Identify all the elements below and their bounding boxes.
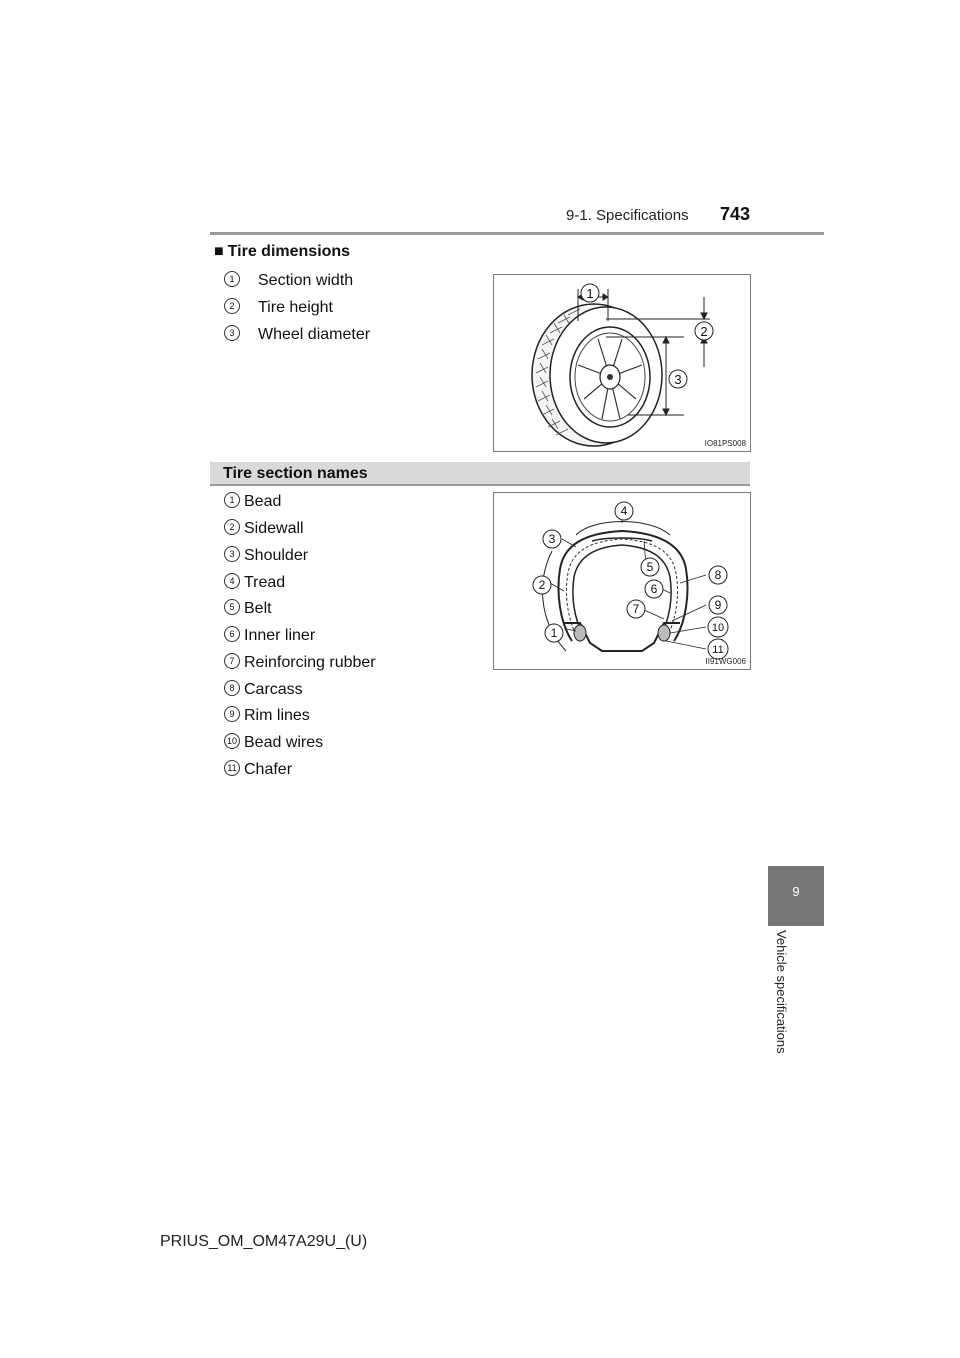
- list-item: [224, 733, 323, 753]
- list-item: [224, 760, 292, 780]
- number-circle-icon: 8: [224, 680, 240, 696]
- number-circle-icon: 10: [224, 733, 240, 749]
- list-item: [224, 325, 370, 345]
- tire-dimensions-title: Tire dimensions: [227, 243, 351, 260]
- tire-cross-section-illustration: [494, 493, 750, 669]
- tire-section-figure: [493, 492, 751, 670]
- number-circle-icon: 1: [224, 492, 240, 508]
- square-bullet-icon: ■: [214, 243, 224, 260]
- list-item: [224, 271, 353, 291]
- list-item: [224, 298, 333, 318]
- list-item-label: Shoulder: [244, 547, 309, 564]
- number-circle-icon: 1: [224, 271, 240, 287]
- list-item-label: Section width: [258, 272, 354, 289]
- list-item: [224, 573, 285, 593]
- callout-3: 3: [548, 532, 556, 546]
- callout-1: 1: [586, 286, 594, 301]
- callout-2: 2: [538, 578, 546, 592]
- callout-6: 6: [650, 582, 658, 596]
- callout-5: 5: [646, 560, 654, 574]
- list-item: [224, 492, 281, 512]
- number-circle-icon: 2: [224, 298, 240, 314]
- callout-2: 2: [700, 324, 708, 339]
- figure-code: IO81PS008: [704, 439, 746, 448]
- list-item: [224, 706, 310, 726]
- number-circle-icon: 5: [224, 599, 240, 615]
- list-item-label: Chafer: [244, 761, 293, 778]
- document-id: PRIUS_OM_OM47A29U_(U): [160, 1233, 368, 1250]
- callout-8: 8: [714, 568, 722, 582]
- list-item-label: Belt: [244, 600, 272, 617]
- chapter-tab-label: Vehicle specifications: [774, 930, 789, 1054]
- callout-1: 1: [550, 626, 558, 640]
- list-item: [224, 653, 376, 673]
- number-circle-icon: 11: [224, 760, 240, 776]
- list-item-label: Inner liner: [244, 627, 316, 644]
- list-item-label: Reinforcing rubber: [244, 654, 376, 671]
- list-item-label: Rim lines: [244, 707, 310, 724]
- list-item-label: Sidewall: [244, 520, 304, 537]
- number-circle-icon: 3: [224, 325, 240, 341]
- list-item-label: Tire height: [258, 299, 333, 316]
- chapter-tab-rule: [768, 924, 824, 926]
- callout-7: 7: [632, 602, 640, 616]
- list-item: [224, 519, 304, 539]
- list-item: [224, 546, 308, 566]
- tire-dimensions-figure: [493, 274, 751, 452]
- list-item-label: Wheel diameter: [258, 326, 371, 343]
- number-circle-icon: 7: [224, 653, 240, 669]
- callout-9: 9: [714, 598, 722, 612]
- number-circle-icon: 2: [224, 519, 240, 535]
- callout-3: 3: [674, 372, 682, 387]
- number-circle-icon: 4: [224, 573, 240, 589]
- section-heading-rule: [210, 484, 750, 486]
- callout-11: 11: [712, 644, 724, 656]
- list-item: [224, 599, 272, 619]
- section-title: 9-1. Specifications: [566, 207, 689, 224]
- figure-code: II91WG006: [705, 657, 746, 666]
- callout-10: 10: [711, 622, 725, 634]
- header-rule: [210, 232, 824, 235]
- page-number: 743: [720, 204, 751, 224]
- number-circle-icon: 9: [224, 706, 240, 722]
- list-item-label: Bead wires: [244, 734, 324, 751]
- list-item: [224, 626, 315, 646]
- callout-4: 4: [620, 504, 628, 518]
- tire-section-names-title: Tire section names: [223, 465, 368, 482]
- tire-dimensions-heading: [214, 243, 350, 261]
- chapter-tab-number: 9: [792, 884, 800, 899]
- list-item-label: Carcass: [244, 681, 303, 698]
- list-item: [224, 680, 303, 700]
- tire-wheel-illustration: [494, 275, 750, 451]
- number-circle-icon: 6: [224, 626, 240, 642]
- list-item-label: Tread: [244, 574, 286, 591]
- number-circle-icon: 3: [224, 546, 240, 562]
- list-item-label: Bead: [244, 493, 282, 510]
